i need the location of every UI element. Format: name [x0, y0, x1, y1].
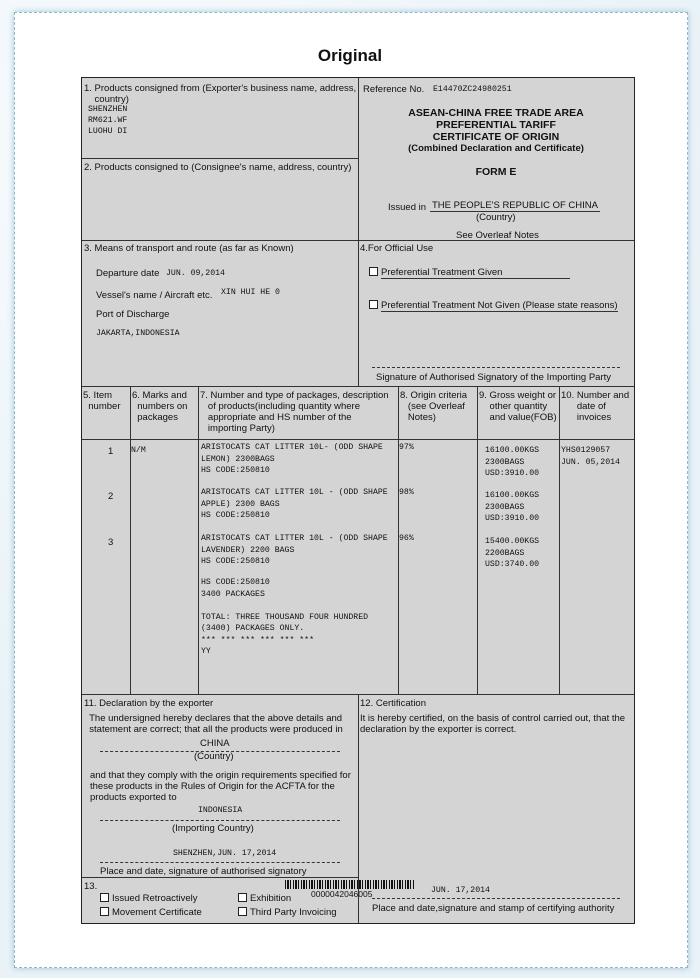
- country-caption: (Country): [476, 212, 516, 223]
- col-marks: 6. Marks and numbers on packages: [132, 390, 188, 423]
- exporter-line: RM621.WF: [88, 116, 128, 125]
- issued-label: Issued in: [388, 202, 427, 213]
- reference-label: Reference No.: [363, 84, 425, 95]
- option-label: Movement Certificate: [112, 907, 202, 918]
- item-origin-criteria: 98%: [399, 488, 414, 497]
- country-caption: (Country): [194, 751, 234, 762]
- option-issued-retroactively[interactable]: [100, 893, 198, 904]
- box4-label: 4.For Official Use: [360, 243, 434, 254]
- item-description: ARISTOCATS CAT LITTER 10L - (ODD SHAPE LAVENDER) 2200 BAGS HS CODE:250810: [201, 534, 388, 566]
- exporter-signature-caption: Place and date, signature of authorised signatory: [100, 866, 307, 877]
- item-number: 3: [108, 537, 114, 548]
- underline: [372, 898, 620, 899]
- checkbox[interactable]: [238, 893, 247, 902]
- form-name: FORM E: [475, 166, 517, 178]
- option-treatment-given[interactable]: [369, 267, 570, 278]
- item-quantity: 15400.00KGS 2200BAGS USD:3740.00: [485, 537, 540, 569]
- underline: [100, 820, 340, 821]
- option-third-party-invoicing[interactable]: [238, 907, 337, 918]
- issued-country: THE PEOPLE'S REPUBLIC OF CHINA: [432, 200, 598, 211]
- form-heading-2: PREFERENTIAL TARIFF: [436, 119, 556, 131]
- item-number: 1: [108, 446, 114, 457]
- col-gross-weight: 9. Gross weight or other quantity and value(FOB): [479, 390, 557, 423]
- departure-date: JUN. 09,2014: [166, 269, 225, 278]
- checkbox[interactable]: [100, 907, 109, 916]
- col-invoices: 10. Number and date of invoices: [561, 390, 630, 423]
- item-quantity: 16100.00KGS 2300BAGS USD:3910.00: [485, 446, 540, 478]
- divider: [82, 877, 358, 878]
- col-origin-criteria: 8. Origin criteria (see Overleaf Notes): [400, 390, 468, 423]
- checkbox[interactable]: [369, 300, 378, 309]
- divider: [358, 78, 359, 240]
- goods-summary: HS CODE:250810 3400 PACKAGES TOTAL: THREE THOUSAND FOUR HUNDRED (3400) PACKAGES ONLY. *** *** *** *** *** *** YY: [201, 578, 369, 656]
- box13-label: 13.: [84, 881, 98, 892]
- port-label: Port of Discharge: [96, 309, 170, 320]
- divider: [198, 386, 199, 694]
- item-quantity: 16100.00KGS 2300BAGS USD:3910.00: [485, 491, 540, 523]
- port-of-discharge: JAKARTA,INDONESIA: [96, 329, 180, 338]
- importing-country: INDONESIA: [198, 806, 243, 815]
- declaration-text: The undersigned hereby declares that the above details and statement are correct; that all the products were produced in: [89, 713, 343, 735]
- divider: [82, 386, 634, 387]
- divider: [559, 386, 560, 694]
- checkbox[interactable]: [100, 893, 109, 902]
- divider: [130, 386, 131, 694]
- option-treatment-not-given[interactable]: [369, 300, 618, 311]
- option-movement-certificate[interactable]: [100, 907, 202, 918]
- box12-label: 12. Certification: [360, 698, 427, 709]
- form-heading-1: ASEAN-CHINA FREE TRADE AREA: [408, 107, 584, 119]
- option-label: Exhibition: [250, 893, 292, 904]
- invoice-value: YHS0129057 JUN. 05,2014: [561, 446, 620, 467]
- authority-signature-caption: Place and date,signature and stamp of certifying authority: [372, 903, 615, 914]
- importing-country-caption: (Importing Country): [172, 823, 254, 834]
- producing-country: CHINA: [200, 738, 230, 749]
- exporter-place-date: SHENZHEN,JUN. 17,2014: [173, 849, 277, 858]
- importing-signature-caption: Signature of Authorised Signatory of the Importing Party: [376, 372, 611, 383]
- box3-label: 3. Means of transport and route (as far as Known): [84, 243, 294, 254]
- divider: [358, 240, 359, 386]
- marks-value: N/M: [131, 446, 146, 455]
- item-origin-criteria: 96%: [399, 534, 414, 543]
- checkbox[interactable]: [238, 907, 247, 916]
- exporter-line: SHENZHEN: [88, 105, 128, 114]
- form-heading-3: CERTIFICATE OF ORIGIN: [432, 131, 560, 143]
- certification-date: JUN. 17,2014: [431, 886, 490, 895]
- item-description: ARISTOCATS CAT LITTER 10L- (ODD SHAPE LEMON) 2300BAGS HS CODE:250810: [201, 443, 383, 475]
- divider: [477, 386, 478, 694]
- box2-label: 2. Products consigned to (Consignee's name, address, country): [84, 162, 352, 173]
- form-e-certificate: [81, 77, 635, 924]
- barcode-number: 0000042046005: [311, 889, 373, 899]
- vessel-label: Vessel's name / Aircraft etc.: [96, 290, 213, 301]
- box11-label: 11. Declaration by the exporter: [84, 698, 214, 709]
- reference-number: E14470ZC24980251: [433, 85, 512, 94]
- form-heading-4: (Combined Declaration and Certificate): [408, 143, 584, 154]
- certification-text: It is hereby certified, on the basis of control carried out, that the declaration by the exporter is correct.: [360, 713, 626, 735]
- option-exhibition[interactable]: [238, 893, 291, 904]
- checkbox[interactable]: [369, 267, 378, 276]
- exporter-line: LUOHU DI: [88, 127, 128, 136]
- divider: [82, 158, 358, 159]
- col-item-number: 5. Item number: [83, 390, 121, 412]
- departure-label: Departure date: [96, 268, 160, 279]
- col-description: 7. Number and type of packages, description of products(including quantity where appropriate and HS number of the importing Party): [200, 390, 389, 434]
- barcode: [285, 880, 415, 889]
- option-label: Third Party Invoicing: [250, 907, 337, 918]
- signature-line: [372, 367, 620, 368]
- box1-label: 1. Products consigned from (Exporter's business name, address, country): [84, 83, 357, 105]
- overleaf-note: See Overleaf Notes: [456, 230, 539, 241]
- divider: [82, 439, 634, 440]
- page-title: Original: [317, 46, 383, 65]
- option-label: Issued Retroactively: [112, 893, 198, 904]
- option-label: Preferential Treatment Not Given (Please state reasons): [381, 300, 618, 311]
- item-description: ARISTOCATS CAT LITTER 10L - (ODD SHAPE APPLE) 2300 BAGS HS CODE:250810: [201, 488, 388, 520]
- option-label: Preferential Treatment Given: [381, 267, 570, 279]
- underline: [100, 862, 340, 863]
- item-number: 2: [108, 491, 114, 502]
- vessel-name: XIN HUI HE 0: [221, 288, 280, 297]
- item-origin-criteria: 97%: [399, 443, 414, 452]
- declaration-text-2: and that they comply with the origin requirements specified for these products in the Rules of Origin for the ACFTA for the products exported to: [90, 770, 351, 803]
